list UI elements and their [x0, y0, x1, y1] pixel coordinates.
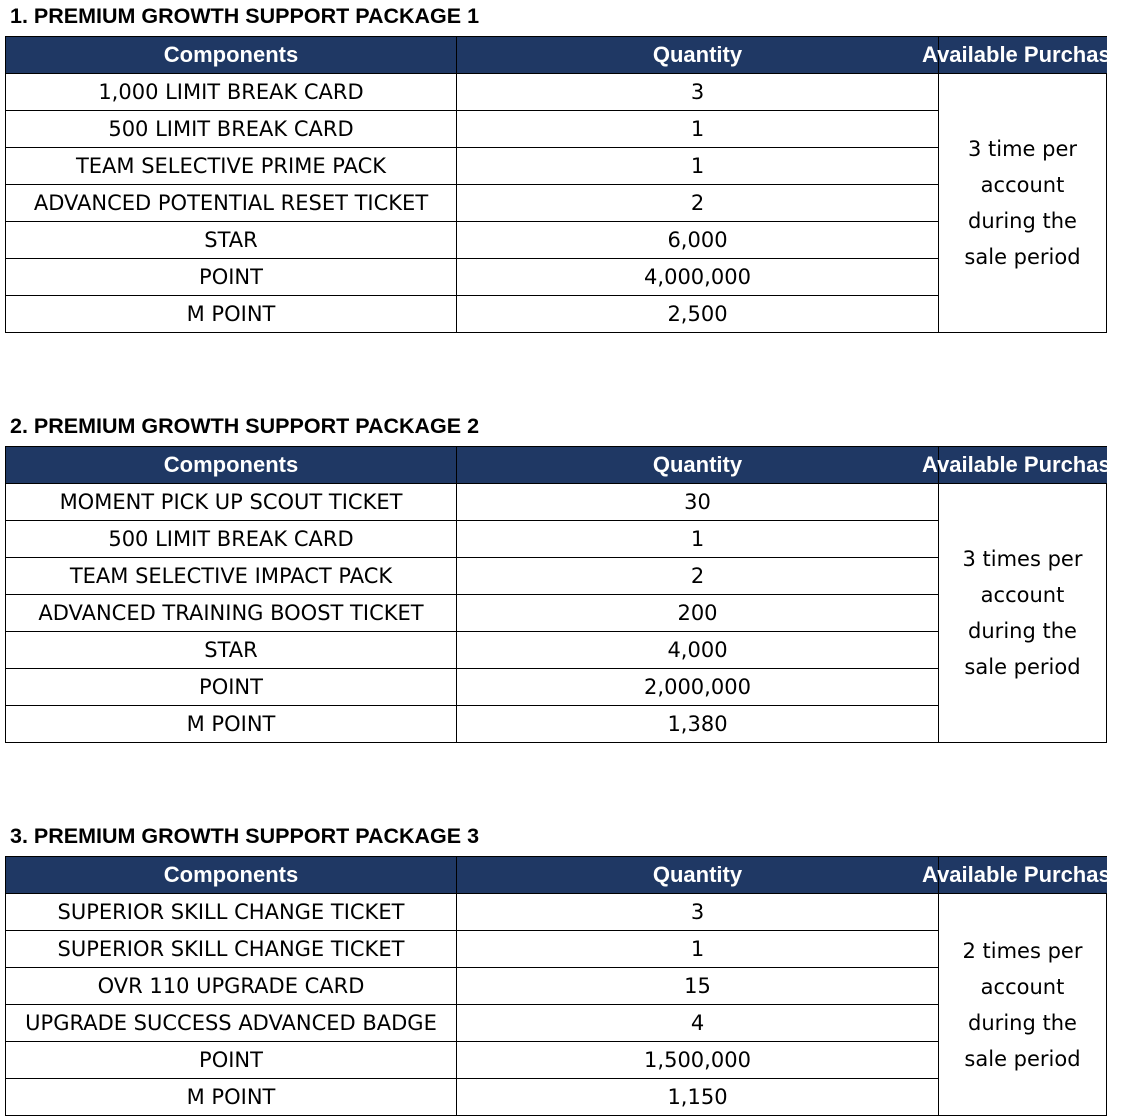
- available-purchase-cell: 3 times per account during the sale period: [939, 484, 1107, 743]
- component-cell: STAR: [6, 632, 457, 669]
- quantity-cell: 1,380: [457, 706, 939, 743]
- section-title: 1. PREMIUM GROWTH SUPPORT PACKAGE 1: [10, 4, 480, 28]
- header-quantity: Quantity: [457, 447, 939, 484]
- section-title: 3. PREMIUM GROWTH SUPPORT PACKAGE 3: [10, 824, 480, 848]
- quantity-cell: 4,000,000: [457, 259, 939, 296]
- quantity-cell: 1,150: [457, 1079, 939, 1116]
- quantity-cell: 1: [457, 521, 939, 558]
- component-cell: ADVANCED POTENTIAL RESET TICKET: [6, 185, 457, 222]
- component-cell: MOMENT PICK UP SCOUT TICKET: [6, 484, 457, 521]
- quantity-cell: 3: [457, 894, 939, 931]
- table-row: [6, 74, 1107, 111]
- table-header-row: [6, 857, 1107, 894]
- quantity-cell: 4,000: [457, 632, 939, 669]
- component-cell: 1,000 LIMIT BREAK CARD: [6, 74, 457, 111]
- package-table: [5, 446, 1123, 743]
- section-title: 2. PREMIUM GROWTH SUPPORT PACKAGE 2: [10, 414, 480, 438]
- component-cell: POINT: [6, 1042, 457, 1079]
- quantity-cell: 2: [457, 558, 939, 595]
- quantity-cell: 4: [457, 1005, 939, 1042]
- component-cell: UPGRADE SUCCESS ADVANCED BADGE: [6, 1005, 457, 1042]
- table-row: [6, 894, 1107, 931]
- component-cell: STAR: [6, 222, 457, 259]
- header-quantity: Quantity: [457, 857, 939, 894]
- header-components: Components: [6, 447, 457, 484]
- quantity-cell: 1: [457, 111, 939, 148]
- component-cell: ADVANCED TRAINING BOOST TICKET: [6, 595, 457, 632]
- quantity-cell: 2,500: [457, 296, 939, 333]
- header-quantity: Quantity: [457, 37, 939, 74]
- quantity-cell: 2: [457, 185, 939, 222]
- quantity-cell: 1: [457, 148, 939, 185]
- header-available-purchase: Available Purchase: [939, 447, 1107, 484]
- table-row: [6, 484, 1107, 521]
- quantity-cell: 30: [457, 484, 939, 521]
- component-cell: M POINT: [6, 706, 457, 743]
- package-table: [5, 36, 1123, 333]
- component-cell: 500 LIMIT BREAK CARD: [6, 111, 457, 148]
- quantity-cell: 2,000,000: [457, 669, 939, 706]
- component-cell: SUPERIOR SKILL CHANGE TICKET: [6, 931, 457, 968]
- quantity-cell: 1: [457, 931, 939, 968]
- component-cell: TEAM SELECTIVE PRIME PACK: [6, 148, 457, 185]
- quantity-cell: 200: [457, 595, 939, 632]
- component-cell: OVR 110 UPGRADE CARD: [6, 968, 457, 1005]
- component-cell: TEAM SELECTIVE IMPACT PACK: [6, 558, 457, 595]
- quantity-cell: 15: [457, 968, 939, 1005]
- table-header-row: [6, 37, 1107, 74]
- quantity-cell: 6,000: [457, 222, 939, 259]
- available-purchase-cell: 2 times per account during the sale period: [939, 894, 1107, 1116]
- component-cell: M POINT: [6, 296, 457, 333]
- quantity-cell: 3: [457, 74, 939, 111]
- component-cell: SUPERIOR SKILL CHANGE TICKET: [6, 894, 457, 931]
- header-components: Components: [6, 857, 457, 894]
- component-cell: POINT: [6, 669, 457, 706]
- quantity-cell: 1,500,000: [457, 1042, 939, 1079]
- header-available-purchase: Available Purchase: [939, 857, 1107, 894]
- component-cell: 500 LIMIT BREAK CARD: [6, 521, 457, 558]
- header-available-purchase: Available Purchase: [939, 37, 1107, 74]
- available-purchase-cell: 3 time per account during the sale period: [939, 74, 1107, 333]
- header-components: Components: [6, 37, 457, 74]
- package-table: [5, 856, 1123, 1116]
- component-cell: POINT: [6, 259, 457, 296]
- table-header-row: [6, 447, 1107, 484]
- component-cell: M POINT: [6, 1079, 457, 1116]
